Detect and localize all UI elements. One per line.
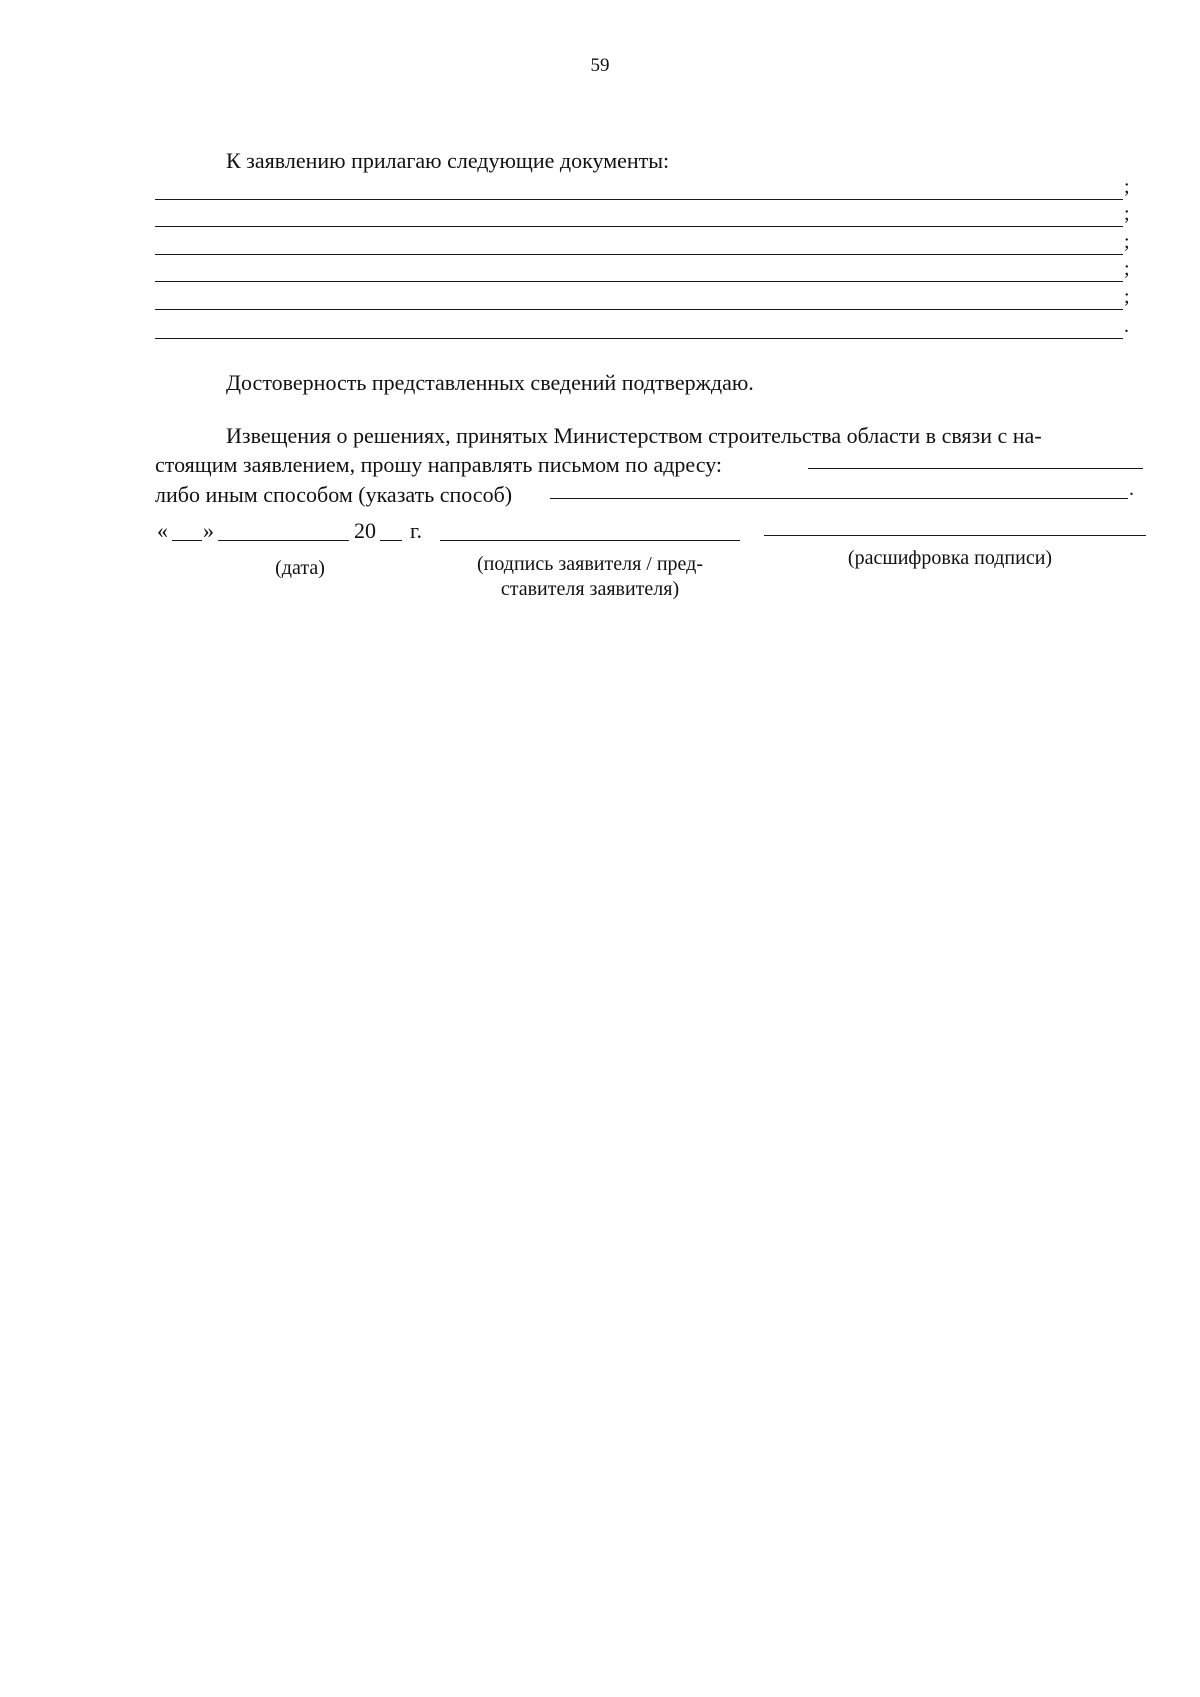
attachment-line-6[interactable] <box>155 338 1123 339</box>
date-quote-open: « <box>157 518 168 543</box>
notice-line-3: либо иным способом (указать способ) <box>155 482 513 507</box>
attachment-line-3-end: ; <box>1124 231 1130 253</box>
month-field-line[interactable] <box>218 540 349 541</box>
attachment-line-2[interactable] <box>155 226 1123 227</box>
notice-line-2: стоящим заявлением, прошу направлять письмом по адресу: <box>155 452 723 477</box>
signature-caption-line-1: (подпись заявителя / пред- <box>477 553 703 575</box>
decode-caption: (расшифровка подписи) <box>847 547 1053 569</box>
attachment-line-4-end: ; <box>1124 258 1130 280</box>
method-field-line[interactable] <box>550 498 1128 499</box>
signature-decode-field-line[interactable] <box>764 535 1146 536</box>
attachment-line-1-end: ; <box>1124 176 1130 198</box>
year-prefix: 20 <box>354 518 376 543</box>
method-field-end: . <box>1129 478 1134 500</box>
signature-caption-line-2: ставителя заявителя) <box>500 578 680 600</box>
date-quote-close: » <box>203 518 214 543</box>
page-number: 59 <box>590 55 610 76</box>
address-field-line[interactable] <box>808 468 1143 469</box>
attachment-line-2-end: ; <box>1124 203 1130 225</box>
attachment-line-1[interactable] <box>155 199 1123 200</box>
day-field-line[interactable] <box>172 540 202 541</box>
attachment-line-5[interactable] <box>155 309 1123 310</box>
signature-caption <box>440 552 740 602</box>
confirmation-text: Достоверность представленных сведений подтверждаю. <box>226 370 754 395</box>
attachment-line-3[interactable] <box>155 254 1123 255</box>
year-field-line[interactable] <box>380 540 402 541</box>
attachments-intro: К заявлению прилагаю следующие документы: <box>226 148 670 173</box>
notice-line-1: Извещения о решениях, принятых Министерством строительства области в связи с на- <box>226 423 1042 448</box>
year-suffix: г. <box>410 518 423 543</box>
date-caption: (дата) <box>275 557 325 579</box>
attachment-line-6-end: . <box>1124 315 1129 337</box>
attachment-line-5-end: ; <box>1124 286 1130 308</box>
attachment-line-4[interactable] <box>155 281 1123 282</box>
signature-field-line[interactable] <box>440 540 740 541</box>
